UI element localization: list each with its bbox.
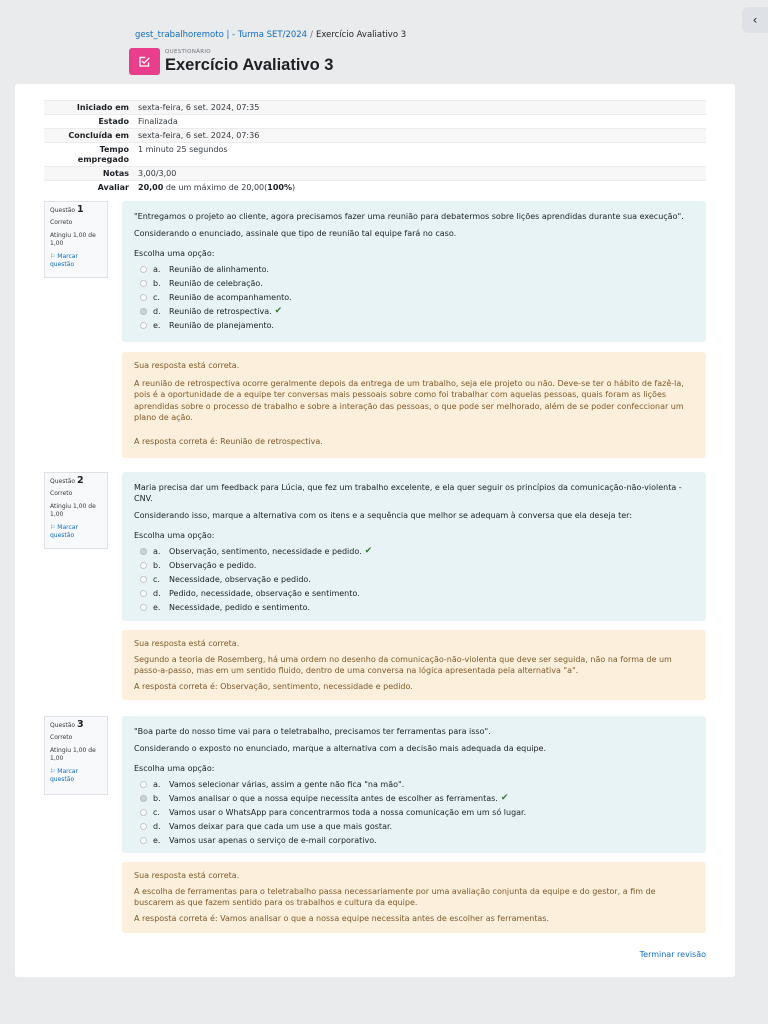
summary-row — [44, 129, 706, 143]
question-state: Correto — [50, 734, 73, 741]
quiz-review-card — [15, 84, 735, 977]
question-text: Considerando o enunciado, assinale que tipo de reunião tal equipe fará no caso. — [134, 229, 457, 238]
radio-button[interactable] — [140, 590, 147, 597]
answer-option-selected[interactable]: b. Vamos analisar o que a nossa equipe necessita antes de escolher as ferramentas. ✔ — [134, 791, 694, 805]
breadcrumb-separator: / — [310, 30, 313, 40]
chevron-left-icon: ‹ — [752, 13, 758, 27]
question-grade: Atingiu 1,00 de 1,00 — [50, 747, 96, 762]
grade-max: de um máximo de 20,00( — [163, 183, 268, 192]
summary-value: 3,00/3,00 — [138, 169, 177, 178]
grade-percent: 100% — [267, 183, 292, 192]
question-feedback — [122, 630, 706, 700]
question-text: "Entregamos o projeto ao cliente, agora precisamos fazer uma reunião para debatermos sobre lições aprendidas durante sua execução". — [134, 212, 684, 221]
question-number: Questão 1 — [50, 204, 84, 215]
summary-label: Avaliar — [97, 183, 129, 192]
flag-icon: ⚐ — [50, 768, 58, 775]
answer-option[interactable]: a. Vamos selecionar várias, assim a gente não fica "na mão". — [134, 777, 694, 791]
summary-label: Estado — [98, 117, 129, 126]
page-header — [129, 48, 333, 75]
summary-label: Tempo empregado — [77, 145, 129, 164]
question-state: Correto — [50, 490, 73, 497]
question-number: Questão 2 — [50, 475, 84, 486]
summary-row — [44, 101, 706, 115]
answer-option[interactable]: b. Observação e pedido. — [134, 558, 694, 572]
answer-prompt: Escolha uma opção: — [134, 531, 215, 540]
flag-question-link[interactable]: ⚐ Marcar questão — [50, 768, 78, 783]
answer-option[interactable]: c. Reunião de acompanhamento. — [134, 290, 694, 304]
feedback-status: Sua resposta está correta. — [134, 639, 240, 648]
radio-button[interactable] — [140, 809, 147, 816]
flag-question-link[interactable]: ⚐ Marcar questão — [50, 253, 78, 268]
answer-option[interactable]: e. Reunião de planejamento. — [134, 318, 694, 332]
answer-option[interactable]: e. Vamos usar apenas o serviço de e-mail corporativo. — [134, 833, 694, 847]
question-info — [44, 716, 108, 795]
flag-icon: ⚐ — [50, 524, 58, 531]
summary-row — [44, 167, 706, 181]
activity-type-label: QUESTIONÁRIO — [165, 48, 211, 55]
summary-label: Notas — [102, 169, 129, 178]
answer-option[interactable]: e. Necessidade, pedido e sentimento. — [134, 600, 694, 614]
summary-label: Concluída em — [68, 131, 129, 140]
answer-option[interactable]: d. Pedido, necessidade, observação e sentimento. — [134, 586, 694, 600]
question-formulation — [122, 472, 706, 621]
breadcrumb — [135, 30, 406, 40]
question-number: Questão 3 — [50, 719, 84, 730]
feedback-text: A reunião de retrospectiva ocorre geralmente depois da entrega de um trabalho, seja ele projeto ou não. Deve-se ter o hábito de fazê-la, pois é a oportunidade de a equipe ter conversas mais pessoais sobre como foi trabalhar com aquelas pessoas, quais foram as lições aprendidas sobre o processo de trabalho e sobre a interação das pessoas, o que pode ser melhorado, além de se poder confeccionar um plano de ação. — [134, 378, 684, 422]
drawer-toggle-button[interactable] — [742, 7, 768, 33]
question-info — [44, 201, 108, 278]
summary-label: Iniciado em — [76, 103, 129, 112]
answer-option[interactable]: d. Vamos deixar para que cada um use a que mais gostar. — [134, 819, 694, 833]
finish-review-link[interactable]: Terminar revisão — [639, 950, 706, 959]
attempt-summary-table — [44, 100, 706, 194]
answer-prompt: Escolha uma opção: — [134, 764, 215, 773]
summary-row — [44, 181, 706, 195]
question-formulation — [122, 716, 706, 853]
question-text: Considerando o exposto no enunciado, marque a alternativa com a decisão mais adequada da equipe. — [134, 744, 547, 753]
right-answer: A resposta correta é: Reunião de retrospectiva. — [134, 436, 323, 446]
radio-button[interactable] — [140, 562, 147, 569]
feedback-status: Sua resposta está correta. — [134, 361, 240, 370]
right-answer: A resposta correta é: Observação, sentimento, necessidade e pedido. — [134, 681, 413, 691]
flag-question-link[interactable]: ⚐ Marcar questão — [50, 524, 78, 539]
radio-button-checked[interactable] — [140, 308, 147, 315]
summary-grade-value — [133, 181, 706, 195]
question-formulation — [122, 201, 706, 342]
radio-button[interactable] — [140, 604, 147, 611]
question-grade: Atingiu 1,00 de 1,00 — [50, 232, 96, 247]
radio-button-checked[interactable] — [140, 795, 147, 802]
answer-option[interactable]: c. Necessidade, observação e pedido. — [134, 572, 694, 586]
quiz-checkbox-icon — [129, 48, 160, 75]
answer-option-selected[interactable]: a. Observação, sentimento, necessidade e pedido. ✔ — [134, 544, 694, 558]
radio-button[interactable] — [140, 576, 147, 583]
grade-score: 20,00 — [138, 183, 164, 192]
answer-option-selected[interactable]: d. Reunião de retrospectiva. ✔ — [134, 304, 694, 318]
question-state: Correto — [50, 219, 73, 226]
answer-option[interactable]: b. Reunião de celebração. — [134, 276, 694, 290]
correct-check-icon: ✔ — [274, 305, 283, 316]
summary-row — [44, 143, 706, 167]
feedback-text: Segundo a teoria de Rosemberg, há uma ordem no desenho da comunicação-não-violenta que deve ser seguida, não na forma de um passo-a-passo, mas em um sentido fluido, dentro de uma conversa na lógica apresentada pela alternativa "a". — [134, 654, 672, 675]
question-feedback — [122, 352, 706, 458]
breadcrumb-current: Exercício Avaliativo 3 — [315, 30, 407, 40]
grade-close: ) — [291, 183, 296, 192]
summary-value: sexta-feira, 6 set. 2024, 07:35 — [138, 103, 260, 112]
answer-option[interactable]: c. Vamos usar o WhatsApp para concentrarmos toda a nossa comunicação em um só lugar. — [134, 805, 694, 819]
radio-button[interactable] — [140, 322, 147, 329]
question-grade: Atingiu 1,00 de 1,00 — [50, 503, 96, 518]
question-text: "Boa parte do nosso time vai para o teletrabalho, precisamos ter ferramentas para isso". — [134, 727, 491, 736]
question-info — [44, 472, 108, 549]
breadcrumb-course-link[interactable]: gest_trabalhoremoto | - Turma SET/2024 — [135, 30, 308, 40]
right-answer: A resposta correta é: Vamos analisar o que a nossa equipe necessita antes de escolher as ferramentas. — [134, 913, 550, 923]
answer-prompt: Escolha uma opção: — [134, 249, 215, 258]
question-text: Maria precisa dar um feedback para Lúcia, que fez um trabalho excelente, e ela quer seguir os princípios da comunicação-não-violenta - CNV. — [134, 483, 682, 503]
radio-button[interactable] — [140, 294, 147, 301]
feedback-status: Sua resposta está correta. — [134, 871, 240, 880]
question-feedback — [122, 862, 706, 933]
summary-value: sexta-feira, 6 set. 2024, 07:36 — [138, 131, 260, 140]
radio-button[interactable] — [140, 266, 147, 273]
summary-value: Finalizada — [138, 117, 178, 126]
correct-check-icon: ✔ — [500, 792, 509, 803]
answer-option[interactable]: a. Reunião de alinhamento. — [134, 262, 694, 276]
radio-button-checked[interactable] — [140, 548, 147, 555]
summary-row — [44, 115, 706, 129]
summary-value: 1 minuto 25 segundos — [138, 145, 228, 154]
page-title: Exercício Avaliativo 3 — [165, 55, 334, 74]
radio-button[interactable] — [140, 823, 147, 830]
radio-button[interactable] — [140, 280, 147, 287]
question-text: Considerando isso, marque a alternativa com os itens e a sequência que melhor se adequam à conversa que ela deseja ter: — [134, 511, 633, 520]
flag-icon: ⚐ — [50, 253, 58, 260]
feedback-text: A escolha de ferramentas para o teletrabalho passa necessariamente por uma avaliação conjunta da equipe e do gestor, a fim de buscarem as que fazem sentido para os trabalhos e cultura da equipe. — [134, 886, 656, 907]
radio-button[interactable] — [140, 781, 147, 788]
radio-button[interactable] — [140, 837, 147, 844]
correct-check-icon: ✔ — [364, 545, 373, 556]
